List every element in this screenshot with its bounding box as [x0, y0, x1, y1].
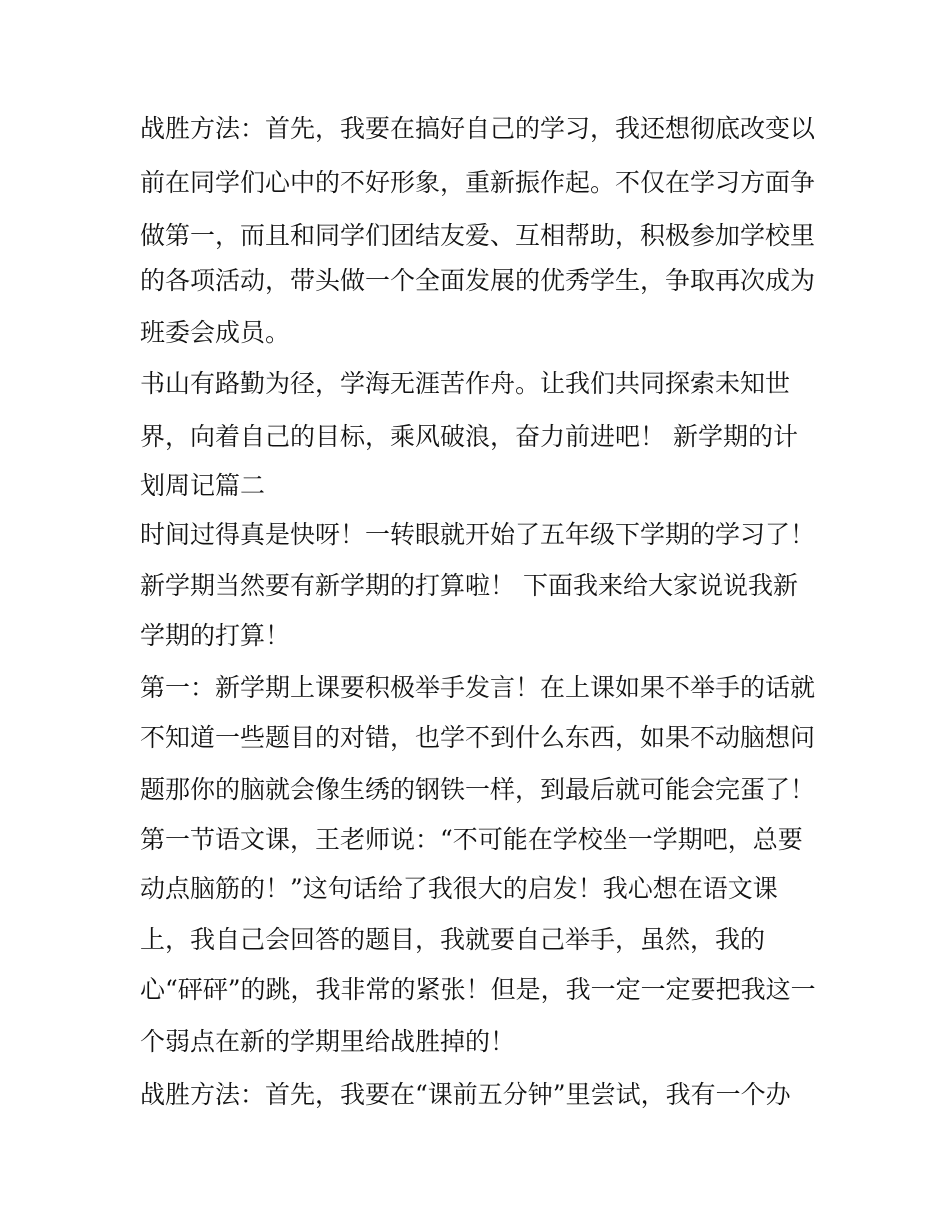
text-line: 时间过得真是快呀！一转眼就开始了五年级下学期的学习了！: [140, 520, 816, 549]
text-line: 学期的打算！: [140, 621, 291, 650]
text-line: 界，向着自己的目标，乘风破浪，奋力前进吧！ 新学期的计: [140, 422, 798, 451]
text-line: 心“砰砰”的跳，我非常的紧张！但是，我一定一定要把我这一: [140, 975, 816, 1004]
text-line: 的各项活动，带头做一个全面发展的优秀学生，争取再次成为: [140, 266, 816, 295]
text-line: 划周记篇二: [140, 471, 266, 500]
text-line: 前在同学们心中的不好形象，重新振作起。不仅在学习方面争: [140, 168, 816, 197]
text-line: 战胜方法：首先，我要在搞好自己的学习，我还想彻底改变以: [140, 114, 816, 143]
text-line: 第一节语文课，王老师说：“不可能在学校坐一学期吧，总要: [140, 825, 803, 854]
text-line: 上，我自己会回答的题目，我就要自己举手，虽然，我的: [140, 925, 766, 954]
text-line: 新学期当然要有新学期的打算啦！ 下面我来给大家说说我新: [140, 571, 798, 600]
text-line: 个弱点在新的学期里给战胜掉的！: [140, 1027, 516, 1056]
text-line: 班委会成员。: [140, 318, 291, 347]
text-line: 书山有路勤为径，学海无涯苦作舟。让我们共同探索未知世: [140, 369, 791, 398]
text-line: 题那你的脑就会像生绣的钢铁一样，到最后就可能会完蛋了！: [140, 775, 816, 804]
text-line: 不知道一些题目的对错，也学不到什么东西，如果不动脑想问: [140, 723, 816, 752]
text-line: 第一：新学期上课要积极举手发言！在上课如果不举手的话就: [140, 673, 816, 702]
text-line: 动点脑筋的！”这句话给了我很大的启发！我心想在语文课: [140, 874, 778, 903]
text-line: 战胜方法：首先，我要在“课前五分钟”里尝试，我有一个办: [140, 1080, 791, 1109]
text-line: 做第一，而且和同学们团结友爱、互相帮助，积极参加学校里: [140, 221, 816, 250]
